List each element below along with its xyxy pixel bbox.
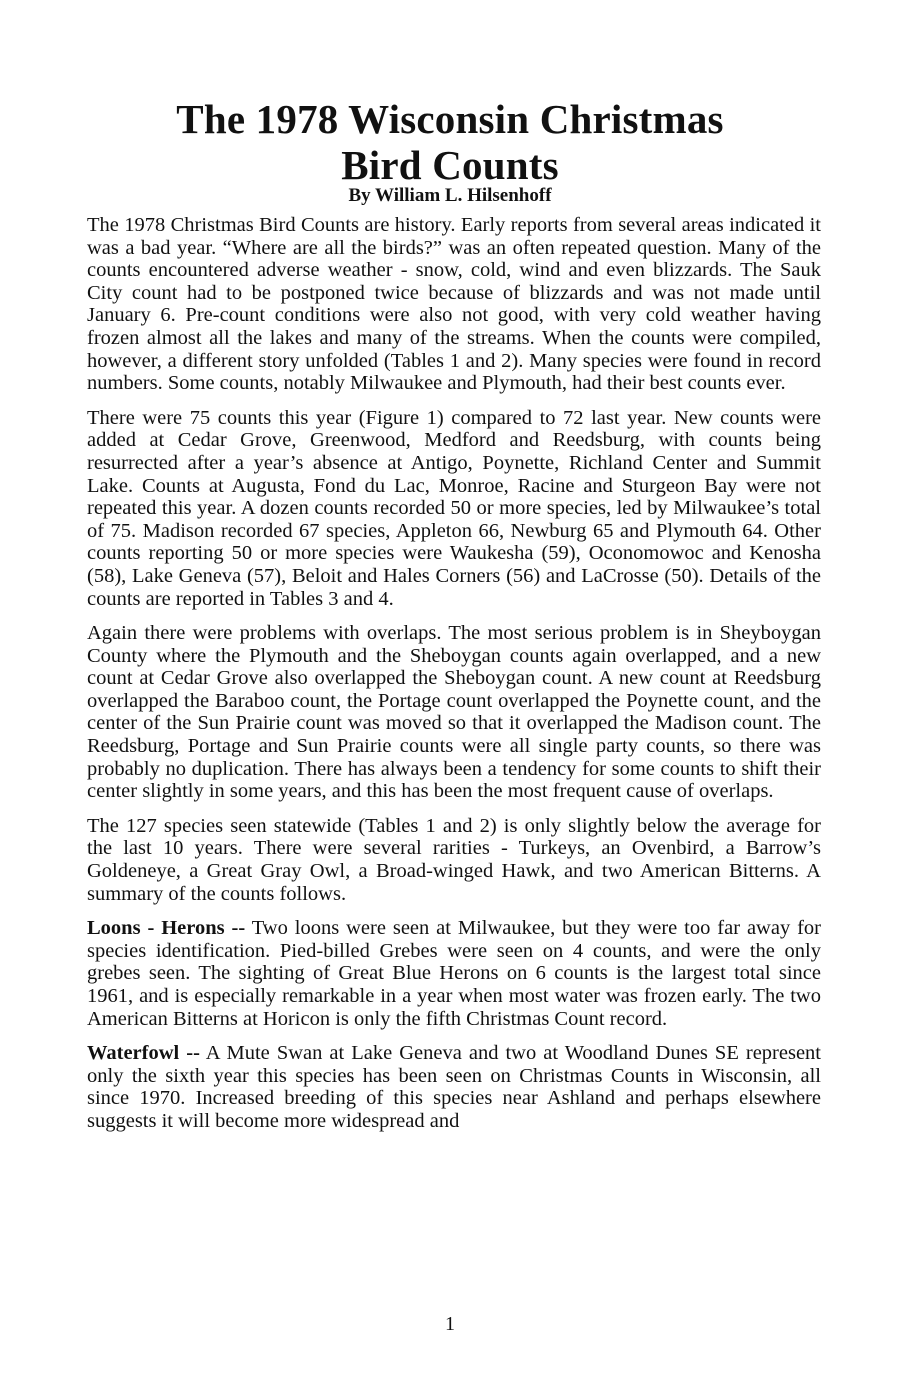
section-heading-loons-herons: Loons - Herons --	[87, 917, 246, 940]
article-title	[0, 96, 900, 188]
paragraph-species-summary-text: The 127 species seen statewide (Tables 1 and 2) is only slightly below the average for the last 10 years. There were several rarities - Turkeys, an Ovenbird, a Barrow’s Goldeneye, a Great Gray Owl, a Broad-winged Hawk, and two American Bitterns. A summary of the counts follows.	[87, 814, 821, 905]
paragraph-intro-text: The 1978 Christmas Bird Counts are history. Early reports from several areas indicated it was a bad year. “Where are all the birds?” was an often repeated question. Many of the counts encountered adverse weather - snow, cold, wind and even blizzards. The Sauk City count had to be postponed twice because of blizzards and was not made until January 6. Pre-count conditions were also not good, with very cold weather having frozen almost all the lakes and many of the streams. When the counts were compiled, however, a different story unfolded (Tables 1 and 2). Many species were found in record numbers. Some counts, notably Milwaukee and Plymouth, had their best counts ever.	[87, 214, 821, 395]
article-title-line-2: Bird Counts	[341, 142, 559, 188]
page-number: 1	[445, 1313, 455, 1335]
paragraph-count-totals	[87, 407, 821, 610]
article-byline: By William L. Hilsenhoff	[348, 185, 552, 206]
article-title-line-1: The 1978 Wisconsin Christmas	[176, 96, 724, 142]
paragraph-intro	[87, 214, 821, 395]
paragraph-count-totals-text: There were 75 counts this year (Figure 1) compared to 72 last year. New counts were added at Cedar Grove, Greenwood, Medford and Reedsburg, with counts being resurrected after a year’s absence at Antigo, Poynette, Richland Center and Summit Lake. Counts at Augusta, Fond du Lac, Monroe, Racine and Sturgeon Bay were not repeated this year. A dozen counts recorded 50 or more species, led by Milwaukee’s total of 75. Madison recorded 67 species, Appleton 66, Newburg 65 and Plymouth 64. Other counts reporting 50 or more species were Waukesha (59), Oconomowoc and Kenosha (58), Lake Geneva (57), Beloit and Hales Corners (56) and LaCrosse (50). Details of the counts are reported in Tables 3 and 4.	[87, 406, 821, 610]
paragraph-loons-herons	[87, 917, 821, 1030]
paragraph-overlaps-text: Again there were problems with overlaps. The most serious problem is in Sheyboygan County where the Plymouth and the Sheboygan counts again overlapped, and a new count at Cedar Grove also overlapped the Sheboygan count. A new count at Reedsburg overlapped the Baraboo count, the Portage count overlapped the Poynette count, and the center of the Sun Prairie count was moved so that it overlapped the Madison count. The Reedsburg, Portage and Sun Prairie counts were all single party counts, so there was probably no duplication. There has always been a tendency for some counts to shift their center slightly in some years, and this has been the most frequent cause of overlaps.	[87, 622, 821, 803]
paragraph-species-summary	[87, 815, 821, 905]
paragraph-loons-herons-text: Two loons were seen at Milwaukee, but they were too far away for species identification. Pied-billed Grebes were seen on 4 counts, and were the only grebes seen. The sighting of Great Blue Herons on 6 counts is the largest total since 1961, and is especially remarkable in a year when most water was frozen early. The two American Bitterns at Horicon is only the fifth Christmas Count record.	[87, 917, 822, 1030]
paragraph-waterfowl-text: A Mute Swan at Lake Geneva and two at Woodland Dunes SE represent only the sixth year this species has been seen on Christmas Counts in Wisconsin, all since 1970. Increased breeding of this species near Ashland and perhaps elsewhere suggests it will become more widespread and	[87, 1042, 821, 1132]
paragraph-overlaps	[87, 622, 821, 803]
article-body	[87, 214, 821, 1145]
section-heading-waterfowl: Waterfowl --	[87, 1042, 200, 1065]
paragraph-waterfowl	[87, 1042, 821, 1132]
